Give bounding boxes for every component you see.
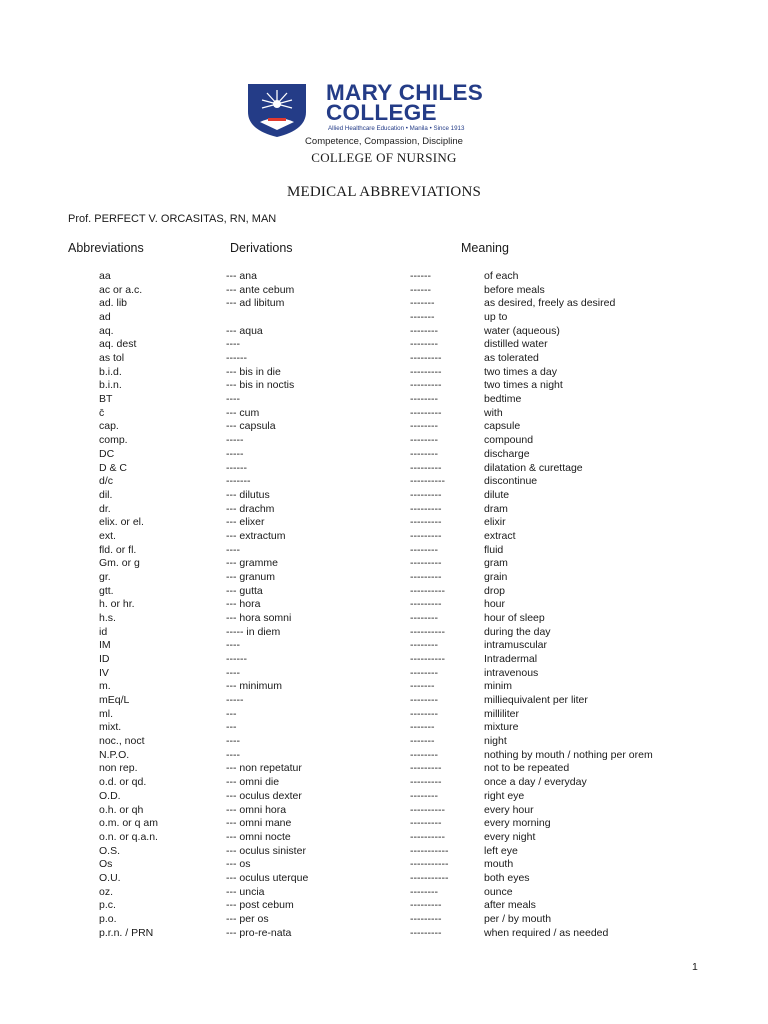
separator-cell: -------- xyxy=(410,324,438,337)
meaning-cell: distilled water xyxy=(484,338,548,351)
abbreviation-cell: b.i.d. xyxy=(99,365,122,378)
separator-cell: ------- xyxy=(410,311,435,324)
meaning-cell: compound xyxy=(484,434,534,447)
meaning-cell: both eyes xyxy=(484,871,530,884)
meaning-cell: fluid xyxy=(484,543,504,556)
derivation-cell: ---- xyxy=(226,735,240,748)
separator-cell: --------- xyxy=(410,379,442,392)
derivation-cell: --- oculus uterque xyxy=(226,871,309,884)
separator-cell: --------- xyxy=(410,926,442,939)
separator-cell: --------- xyxy=(410,899,442,912)
separator-cell: ---------- xyxy=(410,803,445,816)
separator-cell: --------- xyxy=(410,488,442,501)
separator-cell: --------- xyxy=(410,912,442,925)
table-row xyxy=(0,366,768,380)
meaning-cell: water (aqueous) xyxy=(484,324,560,337)
derivation-cell: ------ xyxy=(226,461,247,474)
table-row xyxy=(0,475,768,489)
abbreviation-cell: ad xyxy=(99,311,111,324)
table-row xyxy=(0,270,768,284)
separator-cell: --------- xyxy=(410,570,442,583)
table-row xyxy=(0,886,768,900)
table-row xyxy=(0,489,768,503)
abbreviation-cell: mixt. xyxy=(99,721,122,734)
table-row xyxy=(0,544,768,558)
derivation-cell: --- granum xyxy=(226,570,276,583)
derivation-cell: --- omni nocte xyxy=(226,830,291,843)
table-row xyxy=(0,598,768,612)
derivation-cell: ---- xyxy=(226,543,240,556)
abbreviation-cell: p.o. xyxy=(99,912,117,925)
abbreviation-cell: elix. or el. xyxy=(99,516,144,529)
separator-cell: --------- xyxy=(410,461,442,474)
table-row xyxy=(0,913,768,927)
abbreviation-cell: o.h. or qh xyxy=(99,803,144,816)
meaning-cell: dilute xyxy=(484,488,510,501)
separator-cell: ---------- xyxy=(410,475,445,488)
abbreviation-cell: cap. xyxy=(99,420,119,433)
derivation-cell: ----- xyxy=(226,694,244,707)
separator-cell: -------- xyxy=(410,393,438,406)
abbreviation-cell: gtt. xyxy=(99,584,114,597)
table-row xyxy=(0,804,768,818)
motto: Competence, Compassion, Discipline xyxy=(305,136,463,147)
meaning-cell: two times a night xyxy=(484,379,563,392)
derivation-cell: --- pro-re-nata xyxy=(226,926,292,939)
table-row xyxy=(0,325,768,339)
table-row xyxy=(0,817,768,831)
abbreviation-cell: non rep. xyxy=(99,762,138,775)
derivation-cell: --- oculus sinister xyxy=(226,844,306,857)
column-header-abbreviations: Abbreviations xyxy=(68,241,144,255)
table-row xyxy=(0,407,768,421)
abbreviation-cell: D & C xyxy=(99,461,128,474)
table-row xyxy=(0,831,768,845)
meaning-cell: two times a day xyxy=(484,365,557,378)
table-row xyxy=(0,872,768,886)
table-row xyxy=(0,653,768,667)
derivation-cell: ----- in diem xyxy=(226,625,281,638)
meaning-cell: dilatation & curettage xyxy=(484,461,583,474)
abbreviation-cell: O.D. xyxy=(99,789,121,802)
meaning-cell: per / by mouth xyxy=(484,912,552,925)
author-line: Prof. PERFECT V. ORCASITAS, RN, MAN xyxy=(68,213,277,225)
separator-cell: --------- xyxy=(410,557,442,570)
separator-cell: -------- xyxy=(410,639,438,652)
column-header-meaning: Meaning xyxy=(461,241,509,255)
meaning-cell: elixir xyxy=(484,516,506,529)
table-row xyxy=(0,845,768,859)
abbreviation-cell: aa xyxy=(99,270,111,282)
abbreviation-cell: O.S. xyxy=(99,844,121,857)
abbreviation-cell: ml. xyxy=(99,707,113,720)
separator-cell: --------- xyxy=(410,352,442,365)
separator-cell: ---------- xyxy=(410,653,445,666)
meaning-cell: capsule xyxy=(484,420,521,433)
abbreviation-cell: fld. or fl. xyxy=(99,543,137,556)
meaning-cell: Intradermal xyxy=(484,653,538,666)
derivation-cell: --- gramme xyxy=(226,557,278,570)
derivation-cell: --- cum xyxy=(226,406,260,419)
meaning-cell: after meals xyxy=(484,899,536,912)
separator-cell: -------- xyxy=(410,666,438,679)
derivation-cell: --- os xyxy=(226,858,251,871)
department-heading: COLLEGE OF NURSING xyxy=(311,150,457,165)
abbreviation-cell: Os xyxy=(99,858,113,871)
separator-cell: -------- xyxy=(410,447,438,460)
meaning-cell: as desired, freely as desired xyxy=(484,297,616,310)
meaning-cell: dram xyxy=(484,502,508,515)
derivation-cell: --- non repetatur xyxy=(226,762,302,775)
meaning-cell: milliequivalent per liter xyxy=(484,694,588,707)
abbreviation-cell: c̄ xyxy=(99,406,105,419)
meaning-cell: nothing by mouth / nothing per orem xyxy=(484,748,653,761)
separator-cell: ------ xyxy=(410,270,431,282)
table-row xyxy=(0,311,768,325)
abbreviation-cell: comp. xyxy=(99,434,128,447)
separator-cell: --------- xyxy=(410,762,442,775)
abbreviation-cell: Gm. or g xyxy=(99,557,140,570)
college-crest-icon xyxy=(242,82,312,138)
abbreviation-cell: o.d. or qd. xyxy=(99,776,147,789)
derivation-cell: --- bis in noctis xyxy=(226,379,295,392)
meaning-cell: intramuscular xyxy=(484,639,548,652)
meaning-cell: discontinue xyxy=(484,475,538,488)
table-row xyxy=(0,557,768,571)
meaning-cell: when required / as needed xyxy=(484,926,609,939)
derivation-cell: --- gutta xyxy=(226,584,263,597)
table-row xyxy=(0,735,768,749)
table-row xyxy=(0,585,768,599)
abbreviation-cell: p.c. xyxy=(99,899,116,912)
derivation-cell: --- omni mane xyxy=(226,817,292,830)
abbreviation-cell: ad. lib xyxy=(99,297,128,310)
derivation-cell: --- omni hora xyxy=(226,803,287,816)
abbreviation-cell: IM xyxy=(99,639,111,652)
abbreviation-cell: o.m. or q am xyxy=(99,817,158,830)
table-row xyxy=(0,762,768,776)
derivation-cell: ---- xyxy=(226,338,240,351)
separator-cell: ---------- xyxy=(410,584,445,597)
derivation-cell: --- post cebum xyxy=(226,899,294,912)
abbreviation-cell: o.n. or q.a.n. xyxy=(99,830,158,843)
meaning-cell: before meals xyxy=(484,283,545,296)
derivation-cell: ------- xyxy=(226,475,251,488)
table-row xyxy=(0,694,768,708)
meaning-cell: night xyxy=(484,735,507,748)
meaning-cell: intravenous xyxy=(484,666,539,679)
derivation-cell: ----- xyxy=(226,434,244,447)
abbreviation-cell: dil. xyxy=(99,488,113,501)
separator-cell: -------- xyxy=(410,420,438,433)
table-row xyxy=(0,462,768,476)
abbreviation-cell: ac or a.c. xyxy=(99,283,143,296)
abbreviation-cell: O.U. xyxy=(99,871,121,884)
separator-cell: ------- xyxy=(410,680,435,693)
meaning-cell: hour xyxy=(484,598,506,611)
meaning-cell: not to be repeated xyxy=(484,762,570,775)
separator-cell: -------- xyxy=(410,789,438,802)
abbreviation-cell: mEq/L xyxy=(99,694,130,707)
separator-cell: -------- xyxy=(410,694,438,707)
college-name xyxy=(326,80,536,125)
page-number: 1 xyxy=(692,961,698,973)
table-row xyxy=(0,667,768,681)
separator-cell: -------- xyxy=(410,707,438,720)
separator-cell: -------- xyxy=(410,748,438,761)
table-row xyxy=(0,284,768,298)
abbreviation-cell: h.s. xyxy=(99,612,116,624)
table-row xyxy=(0,708,768,722)
separator-cell: --------- xyxy=(410,529,442,542)
college-tagline: Allied Healthcare Education • Manila • Since 1913 xyxy=(328,125,465,132)
meaning-cell: gram xyxy=(484,557,508,570)
derivation-cell: ----- xyxy=(226,447,244,460)
derivation-cell: ---- xyxy=(226,666,240,679)
meaning-cell: ounce xyxy=(484,885,513,898)
derivation-cell: --- oculus dexter xyxy=(226,789,302,802)
separator-cell: --------- xyxy=(410,365,442,378)
derivation-cell: --- drachm xyxy=(226,502,275,515)
abbreviation-cell: h. or hr. xyxy=(99,598,135,611)
table-row xyxy=(0,680,768,694)
table-row xyxy=(0,338,768,352)
table-row xyxy=(0,749,768,763)
abbreviation-cell: IV xyxy=(99,666,109,679)
college-name-line1: MARY CHILES xyxy=(326,80,484,105)
separator-cell: -------- xyxy=(410,434,438,447)
table-row xyxy=(0,530,768,544)
separator-cell: ---------- xyxy=(410,830,445,843)
separator-cell: ----------- xyxy=(410,858,449,871)
derivation-cell: --- xyxy=(226,721,237,734)
abbreviation-cell: ext. xyxy=(99,529,116,542)
column-header-derivations: Derivations xyxy=(230,241,293,255)
table-row xyxy=(0,571,768,585)
meaning-cell: during the day xyxy=(484,625,551,638)
table-row xyxy=(0,639,768,653)
separator-cell: --------- xyxy=(410,502,442,515)
abbreviation-cell: ID xyxy=(99,653,110,666)
abbreviation-cell: N.P.O. xyxy=(99,748,130,761)
table-row xyxy=(0,434,768,448)
meaning-cell: mouth xyxy=(484,858,514,871)
table-row xyxy=(0,448,768,462)
meaning-cell: bedtime xyxy=(484,393,522,406)
separator-cell: --------- xyxy=(410,516,442,529)
abbreviation-cell: p.r.n. / PRN xyxy=(99,926,154,939)
table-row xyxy=(0,420,768,434)
meaning-cell: minim xyxy=(484,680,512,693)
table-row xyxy=(0,612,768,626)
separator-cell: --------- xyxy=(410,776,442,789)
table-row xyxy=(0,503,768,517)
separator-cell: ----------- xyxy=(410,844,449,857)
meaning-cell: discharge xyxy=(484,447,530,460)
meaning-cell: as tolerated xyxy=(484,352,539,365)
abbreviation-cell: m. xyxy=(99,680,111,693)
derivation-cell: ------ xyxy=(226,653,247,666)
abbreviation-cell: aq. dest xyxy=(99,338,137,351)
table-row xyxy=(0,927,768,941)
abbreviation-cell: as tol xyxy=(99,352,125,365)
separator-cell: ------- xyxy=(410,735,435,748)
abbreviation-cell: b.i.n. xyxy=(99,379,122,392)
table-row xyxy=(0,379,768,393)
table-row xyxy=(0,352,768,366)
derivation-cell: --- ana xyxy=(226,270,257,282)
table-row xyxy=(0,297,768,311)
meaning-cell: up to xyxy=(484,311,508,324)
table-row xyxy=(0,899,768,913)
derivation-cell: --- hora somni xyxy=(226,612,292,624)
derivation-cell: ---- xyxy=(226,639,240,652)
abbreviation-cell: BT xyxy=(99,393,113,406)
meaning-cell: drop xyxy=(484,584,506,597)
derivation-cell: --- hora xyxy=(226,598,261,611)
separator-cell: -------- xyxy=(410,612,438,624)
separator-cell: ------- xyxy=(410,721,435,734)
derivation-cell: ------ xyxy=(226,352,247,365)
separator-cell: -------- xyxy=(410,885,438,898)
derivation-cell: ---- xyxy=(226,748,240,761)
table-row xyxy=(0,858,768,872)
abbreviation-cell: dr. xyxy=(99,502,111,515)
derivation-cell: --- ad libitum xyxy=(226,297,285,310)
meaning-cell: grain xyxy=(484,570,508,583)
meaning-cell: every night xyxy=(484,830,536,843)
separator-cell: --------- xyxy=(410,598,442,611)
separator-cell: -------- xyxy=(410,338,438,351)
meaning-cell: extract xyxy=(484,529,516,542)
meaning-cell: left eye xyxy=(484,844,518,857)
abbreviation-cell: id xyxy=(99,625,108,638)
table-row xyxy=(0,393,768,407)
separator-cell: -------- xyxy=(410,543,438,556)
table-row xyxy=(0,516,768,530)
derivation-cell: ---- xyxy=(226,393,240,406)
separator-cell: ------ xyxy=(410,283,431,296)
derivation-cell: --- bis in die xyxy=(226,365,281,378)
derivation-cell: --- xyxy=(226,707,237,720)
table-row xyxy=(0,721,768,735)
derivation-cell: --- per os xyxy=(226,912,269,925)
meaning-cell: once a day / everyday xyxy=(484,776,587,789)
college-logo xyxy=(242,82,532,142)
abbreviation-cell: gr. xyxy=(99,570,111,583)
table-row xyxy=(0,776,768,790)
derivation-cell: --- omni die xyxy=(226,776,280,789)
derivation-cell: --- extractum xyxy=(226,529,286,542)
table-row xyxy=(0,626,768,640)
table-row xyxy=(0,790,768,804)
college-name-line2: COLLEGE xyxy=(326,100,437,125)
derivation-cell: --- minimum xyxy=(226,680,282,693)
derivation-cell: --- ante cebum xyxy=(226,283,295,296)
derivation-cell: --- dilutus xyxy=(226,488,270,501)
document-title: MEDICAL ABBREVIATIONS xyxy=(286,184,482,200)
meaning-cell: mixture xyxy=(484,721,519,734)
abbreviation-cell: aq. xyxy=(99,324,114,337)
meaning-cell: with xyxy=(484,406,503,419)
separator-cell: ------- xyxy=(410,297,435,310)
meaning-cell: every hour xyxy=(484,803,534,816)
meaning-cell: hour of sleep xyxy=(484,612,545,624)
abbreviation-cell: noc., noct xyxy=(99,735,145,748)
derivation-cell: --- elixer xyxy=(226,516,265,529)
abbreviation-cell: d/c xyxy=(99,475,114,488)
meaning-cell: right eye xyxy=(484,789,525,802)
derivation-cell: --- aqua xyxy=(226,324,263,337)
derivation-cell: --- uncia xyxy=(226,885,265,898)
separator-cell: --------- xyxy=(410,406,442,419)
meaning-cell: of each xyxy=(484,270,519,282)
separator-cell: ---------- xyxy=(410,625,445,638)
separator-cell: ----------- xyxy=(410,871,449,884)
abbreviation-cell: DC xyxy=(99,447,115,460)
meaning-cell: milliliter xyxy=(484,707,519,720)
derivation-cell: --- capsula xyxy=(226,420,276,433)
meaning-cell: every morning xyxy=(484,817,551,830)
abbreviation-cell: oz. xyxy=(99,885,114,898)
separator-cell: --------- xyxy=(410,817,442,830)
